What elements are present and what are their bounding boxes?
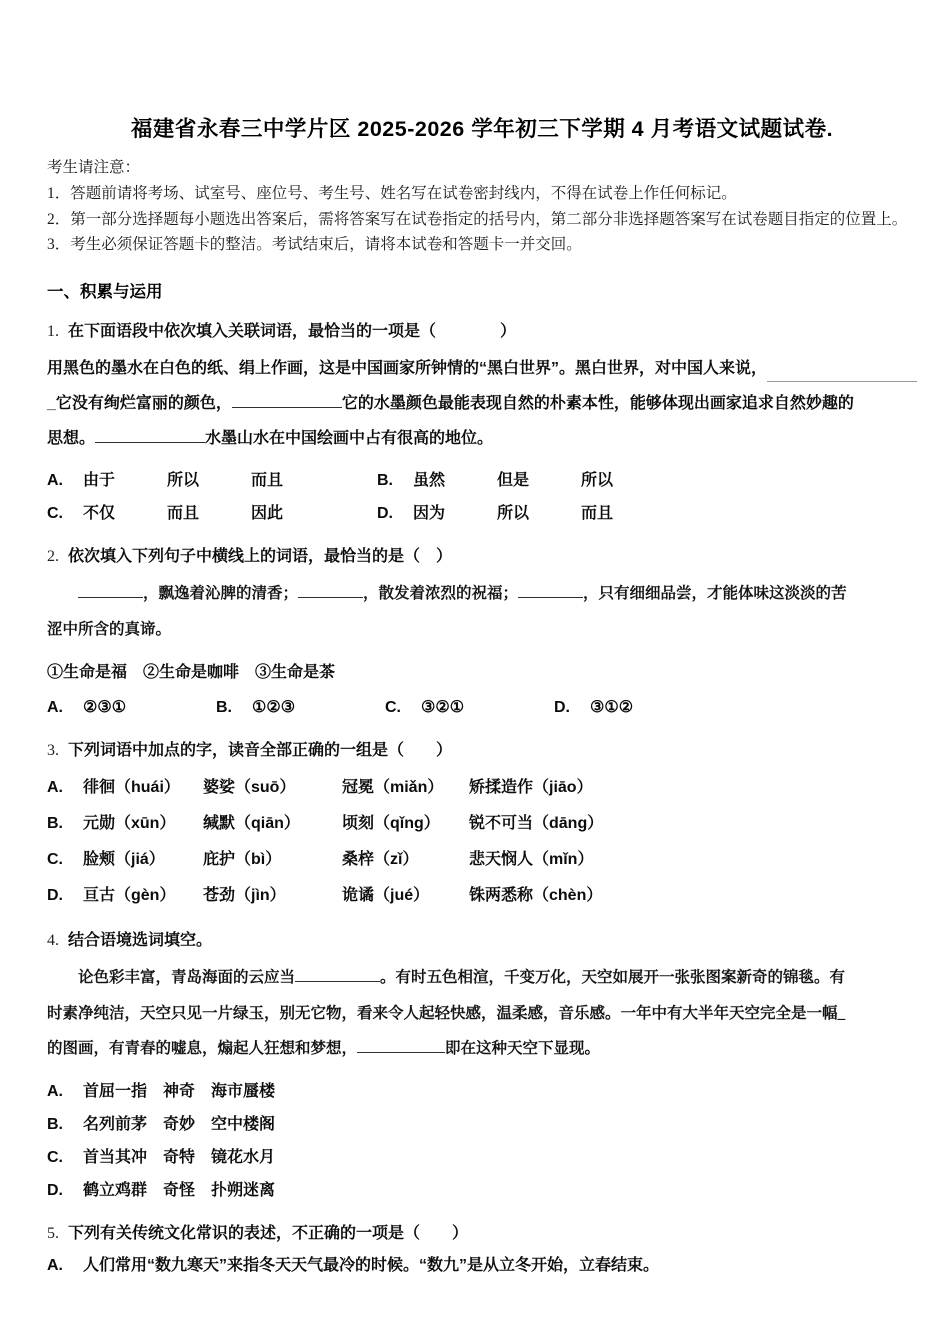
- question-number: 4.: [47, 932, 59, 950]
- question-stem: 在下面语段中依次填入关联词语，最恰当的一项是（ ）: [68, 323, 517, 341]
- passage-line: [47, 421, 917, 456]
- option-word: 桑梓（zǐ）: [342, 851, 419, 869]
- option-word: 庇护（bì）: [203, 851, 282, 869]
- text-segment: 用黑色的墨水在白色的纸、绢上作画，这是中国画家所钟情的“黑白世界”。黑白世界，对中国人来说，: [47, 360, 768, 378]
- passage-line: [47, 612, 917, 648]
- blank-line: [95, 427, 205, 443]
- text-segment: 水墨山水在中国绘画中占有很高的地位。: [205, 430, 494, 448]
- notice-item: 3．考生必须保证答题卡的整洁。考试结束后，请将本试卷和答题卡一并交回。: [47, 236, 582, 254]
- option-word: 矫揉造作（jiāo）: [469, 779, 593, 797]
- option-a: [47, 1249, 917, 1282]
- option-word: 不仅: [83, 505, 116, 523]
- option-value: ①②③: [252, 699, 296, 717]
- passage-line: [47, 576, 917, 612]
- option-label: C.: [47, 851, 63, 869]
- option-c: [385, 691, 554, 724]
- blank-line: [232, 392, 342, 408]
- option-c: [47, 1141, 917, 1174]
- option-word: 亘古（gèn）: [83, 887, 176, 905]
- question-2: [47, 543, 917, 724]
- blank-line: [767, 366, 917, 382]
- question-stem: 下列词语中加点的字，读音全部正确的一组是（ ）: [68, 742, 453, 760]
- option-value: 鹤立鸡群 奇怪 扑朔迷离: [83, 1181, 276, 1199]
- option-word: 苍劲（jìn）: [203, 887, 286, 905]
- text-segment: 涩中所含的真谛。: [47, 620, 172, 638]
- question-4: [47, 927, 917, 1207]
- question-number: 2.: [47, 548, 59, 566]
- blank-line: [298, 583, 363, 598]
- option-word: 悲天悯人（mǐn）: [469, 851, 594, 869]
- text-segment: 它的水墨颜色最能表现自然的朴素本性，能够体现出画家追求自然妙趣的: [341, 395, 854, 413]
- option-label: D.: [47, 1181, 63, 1199]
- option-label: A.: [47, 1256, 63, 1274]
- option-label: B.: [216, 699, 232, 717]
- option-value: ③②①: [421, 699, 465, 717]
- blank-line: [78, 583, 143, 598]
- question-3: [47, 737, 917, 914]
- option-value: ②③①: [83, 699, 127, 717]
- question-stem: 结合语境选词填空。: [68, 932, 213, 950]
- option-word: 婆娑（suō）: [203, 779, 296, 797]
- question-number: 1.: [47, 323, 59, 341]
- text-segment: 即在这种天空下显现。: [445, 1040, 601, 1058]
- passage-line: [47, 996, 917, 1032]
- option-value: 首屈一指 神奇 海市蜃楼: [83, 1082, 276, 1100]
- option-label: A.: [47, 699, 63, 717]
- option-a: [47, 464, 377, 497]
- notice-item: 2．第一部分选择题每小题选出答案后，需将答案写在试卷指定的括号内，第二部分非选择题答案写在试卷题目指定的位置上。: [47, 210, 908, 228]
- option-label: D.: [377, 505, 393, 523]
- option-label: D.: [554, 699, 570, 717]
- question-passage: [47, 960, 917, 1067]
- option-word: 所以: [167, 472, 200, 490]
- option-d: [47, 1174, 917, 1207]
- question-number: 5.: [47, 1224, 59, 1242]
- text-segment: ，飘逸着沁脾的清香；: [143, 585, 299, 603]
- blank-line: [518, 583, 583, 598]
- page-title: 福建省永春三中学片区 2025-2026 学年初三下学期 4 月考语文试题试卷.: [130, 117, 834, 141]
- option-b: [377, 464, 707, 497]
- option-word: 由于: [83, 472, 116, 490]
- question-1: [47, 318, 917, 530]
- option-word: 铢两悉称（chèn）: [469, 887, 603, 905]
- option-word: 而且: [167, 505, 200, 523]
- option-b: [216, 691, 385, 724]
- option-word: 锐不可当（dāng）: [469, 815, 604, 833]
- option-label: C.: [47, 1148, 63, 1166]
- option-word: 但是: [497, 472, 530, 490]
- option-label: A.: [47, 779, 63, 797]
- question-stem: 下列有关传统文化常识的表述，不正确的一项是（ ）: [68, 1224, 469, 1242]
- option-d: [47, 878, 917, 914]
- option-row: [47, 497, 917, 530]
- option-label: B.: [47, 815, 63, 833]
- question-stem: 依次填入下列句子中横线上的词语，最恰当的是（ ）: [68, 548, 453, 566]
- option-word: 徘徊（huái）: [83, 779, 180, 797]
- option-c: [47, 842, 917, 878]
- option-word: 脸颊（jiá）: [83, 851, 165, 869]
- option-value: 名列前茅 奇妙 空中楼阁: [83, 1115, 276, 1133]
- option-d: [377, 497, 707, 530]
- blank-line: [295, 967, 380, 982]
- option-word: 因此: [251, 505, 284, 523]
- numbered-items-line: ①生命是福 ②生命是咖啡 ③生命是茶: [47, 664, 336, 682]
- passage-line: [47, 351, 917, 386]
- blank-line: [357, 1038, 445, 1053]
- option-label: D.: [47, 887, 63, 905]
- option-a: [47, 691, 216, 724]
- question-passage: [47, 351, 917, 456]
- option-a: [47, 1075, 917, 1108]
- option-d: [554, 691, 723, 724]
- text-segment: _它没有绚烂富丽的颜色，: [47, 395, 232, 413]
- option-value: 首当其冲 奇特 镜花水月: [83, 1148, 276, 1166]
- option-row: [47, 691, 917, 724]
- passage-line: [47, 1031, 917, 1067]
- notice-heading: 考生请注意：: [47, 159, 141, 176]
- candidate-notice: [47, 155, 917, 258]
- option-value: 人们常用“数九寒天”来指冬天天气最冷的时候。“数九”是从立冬开始，立春结束。: [83, 1256, 660, 1274]
- section-heading: 一、积累与运用: [47, 283, 163, 302]
- option-b: [47, 1108, 917, 1141]
- text-segment: 时素净纯洁，天空只见一片绿玉，别无它物，看来令人起轻快感，温柔感，音乐感。一年中有大半年天空完全是一幅_: [47, 1004, 846, 1022]
- option-c: [47, 497, 377, 530]
- option-word: 因为: [413, 505, 446, 523]
- option-label: C.: [385, 699, 401, 717]
- option-word: 虽然: [413, 472, 446, 490]
- option-word: 诡谲（jué）: [342, 887, 430, 905]
- text-segment: 。有时五色相渲，千变万化，天空如展开一张张图案新奇的锦毯。有: [380, 969, 846, 987]
- option-word: 而且: [581, 505, 614, 523]
- option-word: 冠冕（miǎn）: [342, 779, 444, 797]
- option-label: B.: [47, 1115, 63, 1133]
- passage-line: [47, 960, 917, 996]
- option-word: 缄默（qiān）: [203, 815, 300, 833]
- passage-line: [47, 386, 917, 421]
- notice-item: 1．答题前请将考场、试室号、座位号、考生号、姓名写在试卷密封线内，不得在试卷上作任何标记。: [47, 184, 737, 202]
- option-word: 而且: [251, 472, 284, 490]
- question-5: [47, 1220, 917, 1282]
- option-word: 顷刻（qǐng）: [342, 815, 440, 833]
- text-segment: 的图画，有青春的嘘息，煽起人狂想和梦想，: [47, 1040, 358, 1058]
- option-label: A.: [47, 472, 63, 490]
- text-segment: ，只有细细品尝，才能体味这淡淡的苦: [583, 585, 847, 603]
- text-segment: 思想。: [47, 430, 96, 448]
- option-value: ③①②: [590, 699, 634, 717]
- option-label: B.: [377, 472, 393, 490]
- option-label: A.: [47, 1082, 63, 1100]
- option-b: [47, 806, 917, 842]
- option-a: [47, 770, 917, 806]
- text-segment: [47, 585, 78, 602]
- option-row: [47, 464, 917, 497]
- question-number: 3.: [47, 742, 59, 760]
- option-word: 所以: [497, 505, 530, 523]
- option-word: 所以: [581, 472, 614, 490]
- text-segment: ，散发着浓烈的祝福；: [363, 585, 519, 603]
- option-label: C.: [47, 505, 63, 523]
- option-word: 元勋（xūn）: [83, 815, 176, 833]
- question-passage: [47, 576, 917, 647]
- text-segment: 论色彩丰富，青岛海面的云应当: [47, 969, 296, 987]
